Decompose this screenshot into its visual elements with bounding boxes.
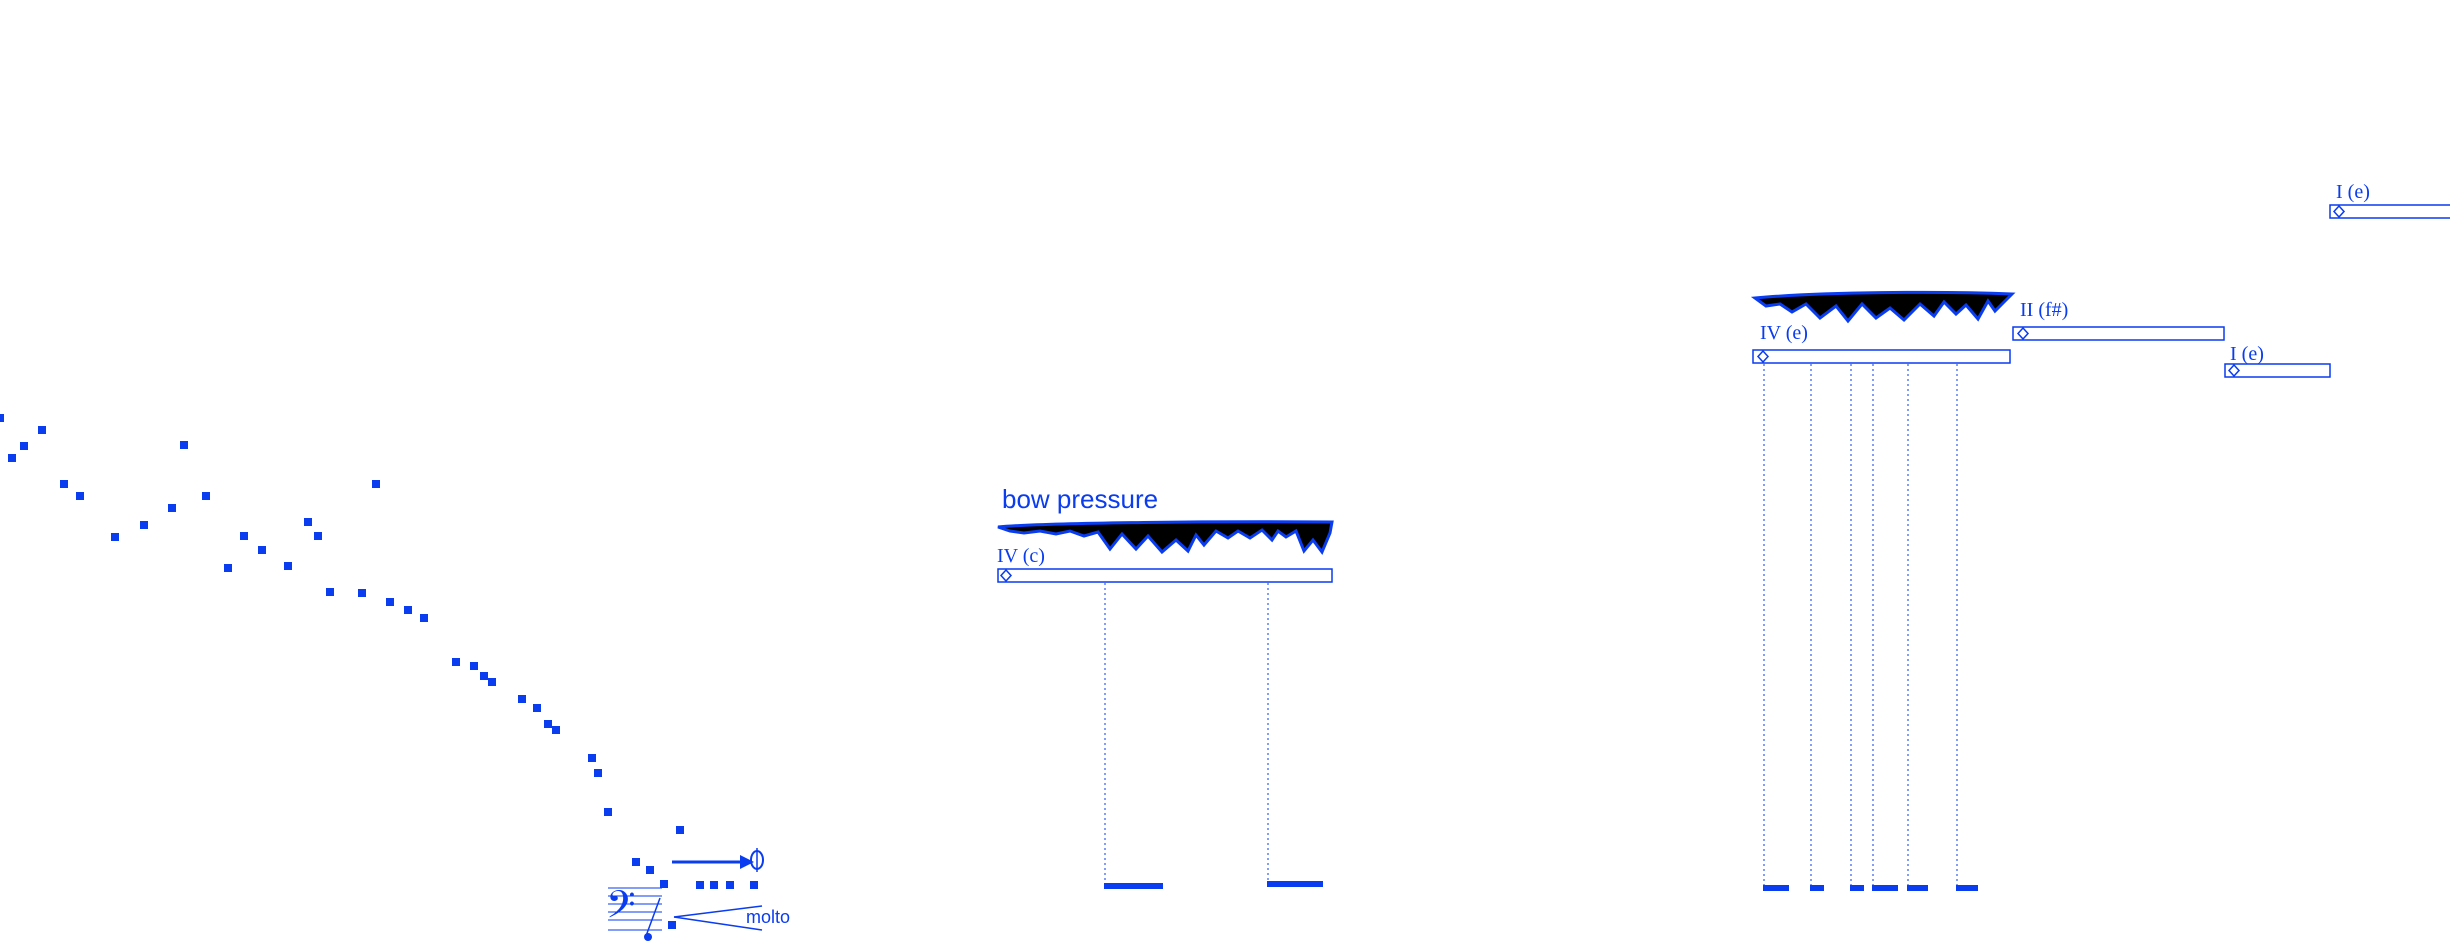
pitch-point bbox=[140, 521, 148, 529]
pitch-point bbox=[594, 769, 602, 777]
pitch-point bbox=[552, 726, 560, 734]
diamond-notehead-icon bbox=[1758, 351, 1768, 362]
string-i-e-label-lower: I (e) bbox=[2230, 343, 2264, 365]
pitch-point bbox=[750, 881, 758, 889]
pitch-point bbox=[696, 881, 704, 889]
harmonic-circle-icon bbox=[751, 848, 763, 872]
svg-text:𝄢: 𝄢 bbox=[606, 882, 636, 936]
string-i-e-bar-upper bbox=[2330, 205, 2450, 218]
pitch-point bbox=[588, 754, 596, 762]
pitch-point bbox=[676, 826, 684, 834]
pitch-point bbox=[0, 414, 4, 422]
diamond-notehead-icon bbox=[1001, 570, 1011, 581]
string-iv-e-label: IV (e) bbox=[1760, 322, 1808, 344]
pitch-point bbox=[60, 480, 68, 488]
pitch-point bbox=[646, 866, 654, 874]
pitch-point bbox=[304, 518, 312, 526]
pitch-point bbox=[404, 606, 412, 614]
pitch-point bbox=[710, 881, 718, 889]
pitch-point bbox=[111, 533, 119, 541]
diamond-notehead-icon bbox=[2018, 328, 2028, 339]
right-dotted-stems bbox=[1764, 364, 1957, 886]
pitch-point bbox=[240, 532, 248, 540]
pitch-point bbox=[224, 564, 232, 572]
diamond-notehead-icon bbox=[2229, 365, 2239, 376]
string-ii-fsharp-bar bbox=[2013, 327, 2224, 340]
pitch-point bbox=[20, 442, 28, 450]
pitch-point bbox=[8, 454, 16, 462]
pitch-point bbox=[314, 532, 322, 540]
right-note-bars bbox=[1763, 885, 1978, 891]
pitch-point bbox=[470, 662, 478, 670]
pitch-point bbox=[76, 492, 84, 500]
bass-clef-icon bbox=[606, 882, 662, 941]
middle-note-bars bbox=[1104, 881, 1323, 889]
pitch-point bbox=[533, 704, 541, 712]
pitch-point bbox=[420, 614, 428, 622]
pitch-point bbox=[202, 492, 210, 500]
pitch-point bbox=[38, 426, 46, 434]
string-iv-e-bar bbox=[1753, 350, 2010, 363]
string-i-e-bar-lower bbox=[2225, 364, 2330, 377]
pitch-point bbox=[168, 504, 176, 512]
bow-pressure-envelope-right bbox=[1755, 292, 2012, 321]
diamond-notehead-icon bbox=[2334, 206, 2344, 217]
pitch-point bbox=[668, 921, 676, 929]
bow-pressure-label: bow pressure bbox=[1002, 484, 1159, 514]
pitch-point bbox=[632, 858, 640, 866]
pitch-point bbox=[544, 720, 552, 728]
scattered-pitch-points bbox=[0, 414, 758, 929]
string-iv-c-label: IV (c) bbox=[997, 545, 1045, 567]
pitch-point bbox=[488, 678, 496, 686]
pitch-point bbox=[284, 562, 292, 570]
middle-dotted-stems bbox=[1105, 583, 1268, 886]
pitch-point bbox=[726, 881, 734, 889]
pitch-point bbox=[518, 695, 526, 703]
bow-pressure-envelope bbox=[998, 522, 1332, 552]
pitch-point bbox=[604, 808, 612, 816]
dynamic-molto-label: molto bbox=[746, 907, 791, 927]
pitch-point bbox=[358, 589, 366, 597]
pitch-point bbox=[386, 598, 394, 606]
string-iv-c-bar bbox=[998, 569, 1332, 582]
pitch-point bbox=[180, 441, 188, 449]
pitch-point bbox=[480, 672, 488, 680]
arrow-right-icon bbox=[672, 855, 754, 869]
pitch-point bbox=[326, 588, 334, 596]
pitch-point bbox=[258, 546, 266, 554]
pitch-point bbox=[372, 480, 380, 488]
pitch-point bbox=[452, 658, 460, 666]
string-ii-fsharp-label: II (f#) bbox=[2020, 299, 2069, 321]
pitch-point bbox=[660, 880, 668, 888]
string-i-e-label-upper: I (e) bbox=[2336, 181, 2370, 203]
